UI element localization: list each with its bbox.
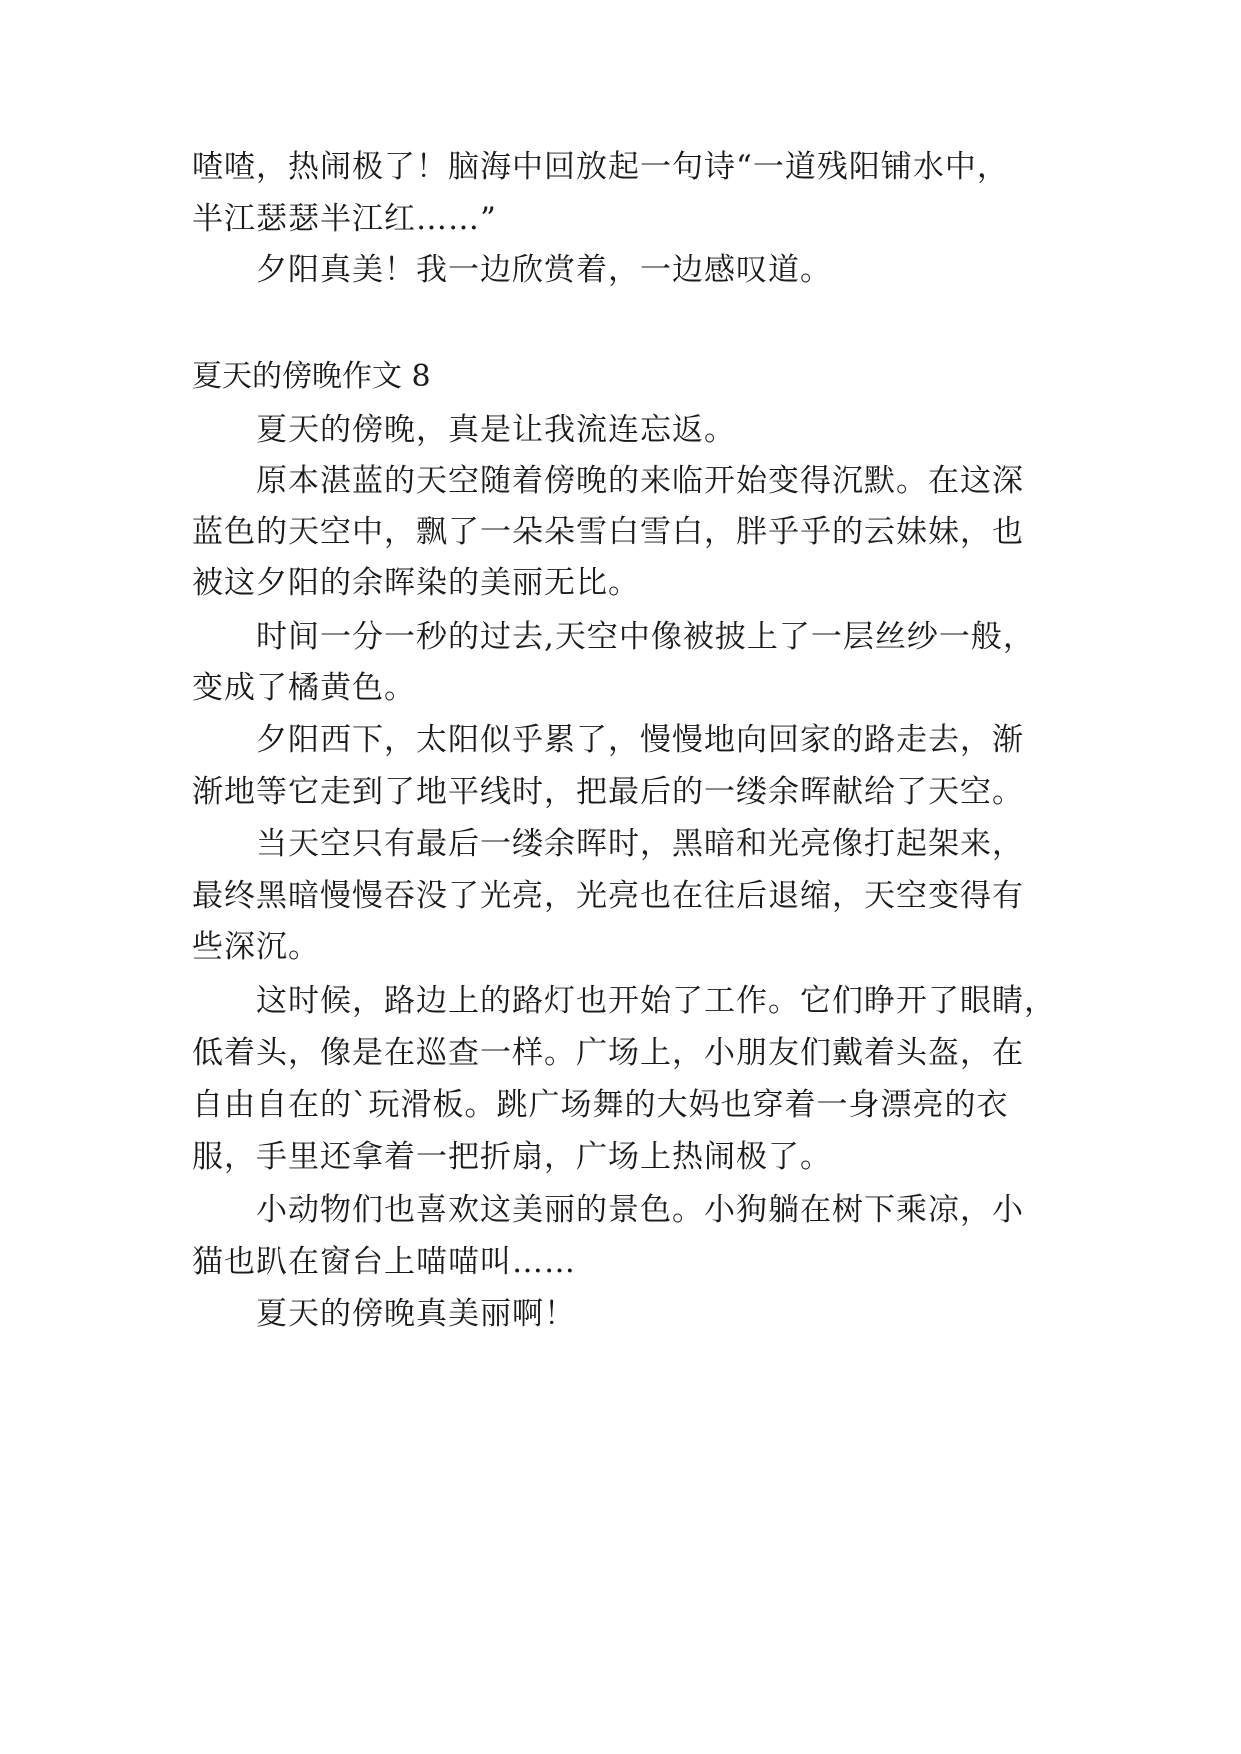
paragraph-line: 当天空只有最后一缕余晖时，黑暗和光亮像打起架来，: [256, 826, 1024, 862]
paragraph-line: 夏天的傍晚，真是让我流连忘返。: [256, 412, 736, 448]
paragraph-line: 变成了橘黄色。: [192, 670, 416, 706]
paragraph-line: 喳喳，热闹极了！脑海中回放起一句诗“一道残阳铺水中，: [192, 149, 1009, 185]
paragraph-line: 夕阳真美！我一边欣赏着，一边感叹道。: [256, 252, 832, 288]
paragraph-line: 蓝色的天空中，飘了一朵朵雪白雪白，胖乎乎的云妹妹，也: [192, 514, 1024, 550]
paragraph-line: 最终黑暗慢慢吞没了光亮，光亮也在往后退缩，天空变得有: [192, 878, 1024, 914]
paragraph-line: 服，手里还拿着一把折扇，广场上热闹极了。: [192, 1139, 832, 1175]
paragraph-line: 原本湛蓝的天空随着傍晚的来临开始变得沉默。在这深: [256, 463, 1024, 499]
paragraph-line: 渐地等它走到了地平线时，把最后的一缕余晖献给了天空。: [192, 774, 1024, 810]
paragraph-line: 夏天的傍晚真美丽啊！: [256, 1296, 576, 1332]
section-title: 夏天的傍晚作文 8: [192, 359, 431, 394]
paragraph-line: 小动物们也喜欢这美丽的景色。小狗躺在树下乘凉，小: [256, 1192, 1024, 1228]
paragraph-line: 时间一分一秒的过去,天空中像被披上了一层丝纱一般，: [256, 619, 1035, 655]
paragraph-line: 些深沉。: [192, 929, 320, 965]
paragraph-line: 这时候，路边上的路灯也开始了工作。它们睁开了眼睛，: [256, 983, 1056, 1019]
paragraph-line: 猫也趴在窗台上喵喵叫……: [192, 1244, 576, 1280]
paragraph-line: 半江瑟瑟半江红……”: [192, 201, 497, 237]
paragraph-line: 被这夕阳的余晖染的美丽无比。: [192, 565, 640, 601]
paragraph-line: 低着头，像是在巡查一样。广场上，小朋友们戴着头盔，在: [192, 1035, 1024, 1071]
paragraph-line: 夕阳西下，太阳似乎累了，慢慢地向回家的路走去，渐: [256, 722, 1024, 758]
paragraph-line: 自由自在的`玩滑板。跳广场舞的大妈也穿着一身漂亮的衣: [192, 1087, 1009, 1123]
